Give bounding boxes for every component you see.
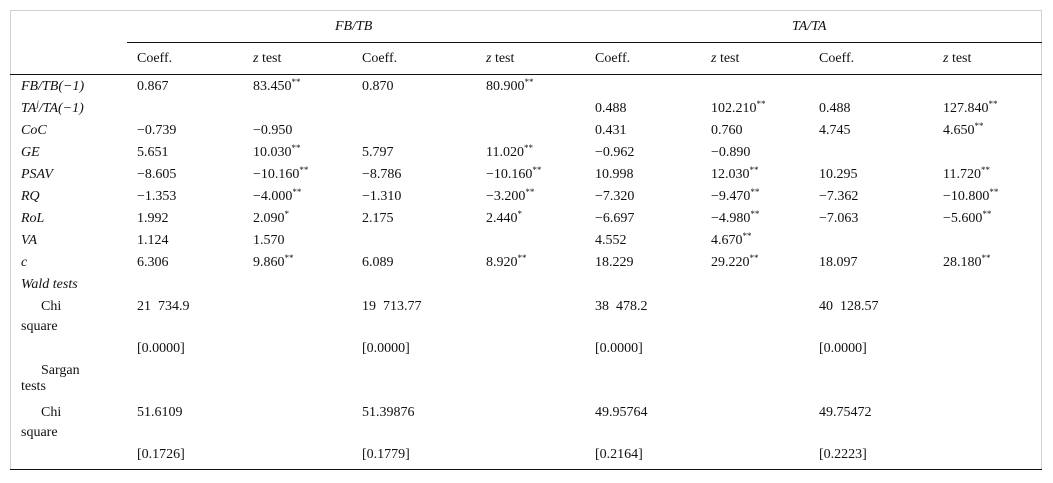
table-cell: 10.998 [595,167,634,182]
sargan-tests-heading: Sargan [41,363,80,378]
sargan-chi-label-2: square [21,425,58,440]
table-cell: 9.860** [253,253,294,270]
row-label: CoC [21,123,47,138]
table-cell: −0.739 [137,123,177,138]
sargan-pvalue: [0.1726] [137,447,185,462]
table-cell: −1.310 [362,189,402,204]
significance-marker: ** [749,253,759,263]
table-cell: −7.063 [819,211,859,226]
table-cell: 29.220** [711,253,759,270]
table-cell: 0.870 [362,79,394,94]
group-header-fbtb: FB/TB [335,19,373,34]
table-cell: 6.306 [137,255,169,270]
table-cell: −10.160** [486,165,542,182]
significance-marker: * [517,209,522,219]
row-label: $TA^j/TA(-1)$ [21,99,84,116]
table-cell: 0.431 [595,123,627,138]
significance-marker: ** [524,77,534,87]
row-label: c [21,255,28,270]
table-cell: 12.030** [711,165,759,182]
table-cell: 11.720** [943,165,990,182]
table-cell: 4.670** [711,231,752,248]
sargan-value: 49.75472 [819,405,872,420]
table-cell: −0.950 [253,123,293,138]
significance-marker: * [284,209,289,219]
table-cell: −7.362 [819,189,859,204]
table-cell: 2.090* [253,209,289,226]
significance-marker: ** [980,165,990,175]
wald-pvalue: [0.0000] [595,341,643,356]
sargan-pvalue: [0.2164] [595,447,643,462]
significance-marker: ** [292,187,302,197]
wald-chi-label: Chi [41,299,62,314]
table-cell: 5.651 [137,145,169,160]
table-cell: 11.020** [486,143,533,160]
table-cell: 1.992 [137,211,169,226]
row-label: VA [21,233,38,248]
wald-value: 40 128.57 [819,299,879,314]
wald-tests-heading: Wald tests [21,277,78,292]
significance-marker: ** [517,253,527,263]
wald-value: 21 734.9 [137,299,190,314]
column-header: Coeff. [362,51,398,66]
sargan-chi-label: Chi [41,405,62,420]
wald-pvalue: [0.0000] [137,341,185,356]
sargan-pvalue: [0.1779] [362,447,410,462]
table-cell: 5.797 [362,145,394,160]
sargan-value: 49.95764 [595,405,648,420]
table-cell: 127.840** [943,99,998,116]
table-cell: −3.200** [486,187,535,204]
table-cell: −10.160** [253,165,309,182]
significance-marker: ** [291,143,301,153]
table-cell: −1.353 [137,189,177,204]
column-header: Coeff. [595,51,631,66]
significance-marker: ** [742,231,752,241]
significance-marker: ** [532,165,542,175]
significance-marker: ** [525,187,535,197]
significance-marker: ** [291,77,301,87]
table-cell: −0.890 [711,145,751,160]
wald-value: 38 478.2 [595,299,648,314]
table-cell: 4.552 [595,233,627,248]
table-cell: −7.320 [595,189,635,204]
significance-marker: ** [749,165,759,175]
table-cell: 6.089 [362,255,394,270]
column-header: z test [486,51,515,66]
table-cell: −10.800** [943,187,999,204]
row-label: RoL [21,211,45,226]
significance-marker: ** [981,253,991,263]
bottom-rule [10,469,1042,470]
table-cell: −4.980** [711,209,760,226]
sargan-tests-heading-2: tests [21,379,46,394]
table-cell: 83.450** [253,77,301,94]
column-header: z test [253,51,282,66]
significance-marker: ** [989,187,999,197]
sargan-pvalue: [0.2223] [819,447,867,462]
significance-marker: ** [756,99,766,109]
table-cell: 28.180** [943,253,991,270]
significance-marker: ** [750,209,760,219]
table-cell: 102.210** [711,99,766,116]
significance-marker: ** [284,253,294,263]
table-cell: −8.786 [362,167,402,182]
table-cell: −5.600** [943,209,992,226]
wald-chi-label-2: square [21,319,58,334]
table-cell: 10.295 [819,167,858,182]
table-cell: −8.605 [137,167,177,182]
significance-marker: ** [982,209,992,219]
significance-marker: ** [523,143,533,153]
row-label: RQ [21,189,40,204]
column-header: z test [943,51,972,66]
table-cell: 18.229 [595,255,634,270]
table-cell: 1.124 [137,233,169,248]
table-cell: −9.470** [711,187,760,204]
sargan-value: 51.6109 [137,405,183,420]
significance-marker: ** [750,187,760,197]
wald-pvalue: [0.0000] [819,341,867,356]
column-header: Coeff. [137,51,173,66]
column-header: Coeff. [819,51,855,66]
table-cell: −4.000** [253,187,302,204]
row-label: FB/TB(−1) [21,79,85,94]
table-cell: 0.867 [137,79,169,94]
header-rule [10,74,1042,75]
row-label: GE [21,145,40,160]
table-cell: 10.030** [253,143,301,160]
table-cell: 2.175 [362,211,394,226]
wald-value: 19 713.77 [362,299,422,314]
table-cell: −6.697 [595,211,635,226]
wald-pvalue: [0.0000] [362,341,410,356]
group-header-tata: TA/TA [792,19,827,34]
significance-marker: ** [299,165,309,175]
table-cell: 4.650** [943,121,984,138]
table-cell: 80.900** [486,77,534,94]
row-label: PSAV [21,167,53,182]
table-cell: 0.488 [595,101,627,116]
column-header: z test [711,51,740,66]
table-cell: 2.440* [486,209,522,226]
significance-marker: ** [988,99,998,109]
table-cell: 0.760 [711,123,743,138]
table-cell: 4.745 [819,123,851,138]
group-underline [127,42,1042,43]
table-cell: 8.920** [486,253,527,270]
table-cell: −0.962 [595,145,635,160]
sargan-value: 51.39876 [362,405,415,420]
significance-marker: ** [974,121,984,131]
table-cell: 18.097 [819,255,858,270]
table-cell: 1.570 [253,233,285,248]
table-cell: 0.488 [819,101,851,116]
